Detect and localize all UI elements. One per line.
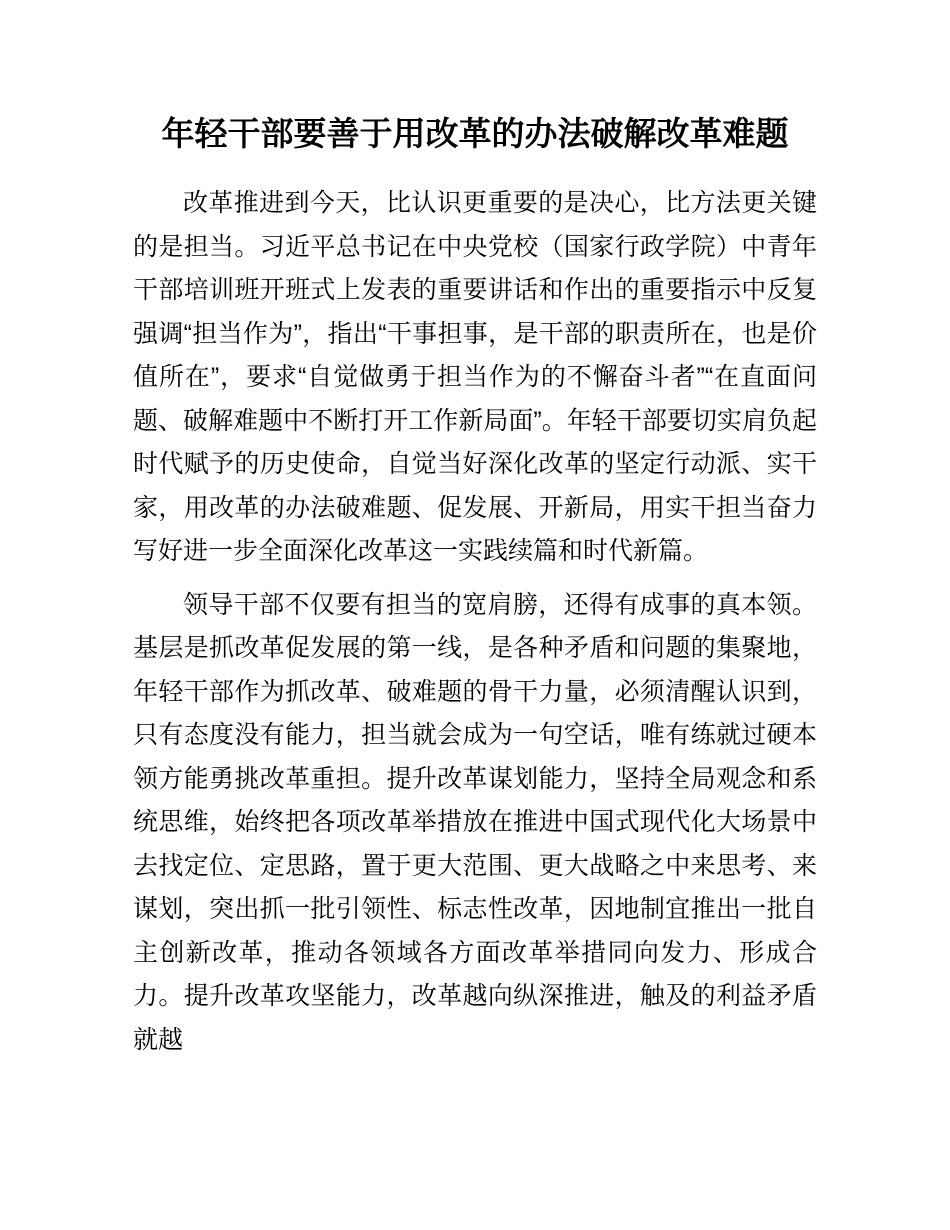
document-title: 年轻干部要善于用改革的办法破解改革难题 — [161, 115, 789, 152]
paragraph-2: 领导干部不仅要有担当的宽肩膀，还得有成事的真本领。基层是抓改革促发展的第一线，是各种矛盾和问题的集聚地，年轻干部作为抓改革、破难题的骨干力量，必须清醒认识到，只有态度没有能力，担当就会成为一句空话，唯有练就过硬本领方能勇挑改革重担。提升改革谋划能力，坚持全局观念和系统思维，始终把各项改革举措放在推进中国式现代化大场景中去找定位、定思路，置于更大范围、更大战略之中来思考、来谋划，突出抓一批引领性、标志性改革，因地制宜推出一批自主创新改革，推动各领域各方面改革举措同向发力、形成合力。提升改革攻坚能力，改革越向纵深推进，触及的利益矛盾就越 — [133, 590, 817, 1054]
paragraph-1: 改革推进到今天，比认识更重要的是决心，比方法更关键的是担当。习近平总书记在中央党校（国家行政学院）中青年干部培训班开班式上发表的重要讲话和作出的重要指示中反复强调“担当作为”，指出“干事担事，是干部的职责所在，也是价值所在”，要求“自觉做勇于担当作为的不懈奋斗者”“在直面问题、破解难题中不断打开工作新局面”。年轻干部要切实肩负起时代赋予的历史使命，自觉当好深化改革的坚定行动派、实干家，用改革的办法破难题、促发展、开新局，用实干担当奋力写好进一步全面深化改革这一实践续篇和时代新篇。 — [133, 189, 817, 565]
